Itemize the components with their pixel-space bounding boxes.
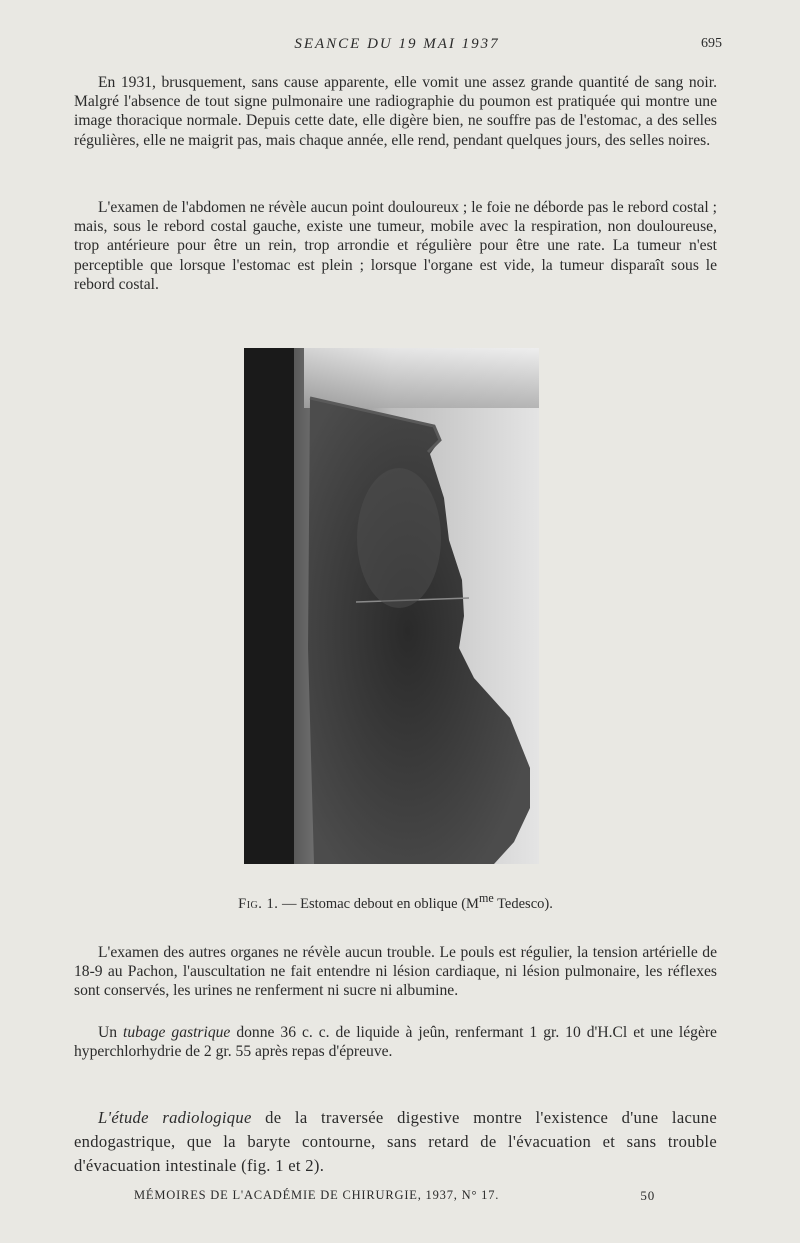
running-title: SEANCE DU 19 MAI 1937 [294,36,500,52]
etude-term: L'étude radiologique [98,1108,252,1127]
paragraph-4-start: Un [98,1024,124,1041]
paragraph-5-end: de la traversée digestive montre l'existence d'une lacune endogastrique, que la baryte contourne, sans retard de l'évacuation et sans trouble d'évacuation intestinale (fig. 1 et 2). [74,1108,718,1175]
page-number: 695 [701,36,722,51]
paragraph-5 [74,1106,717,1178]
paragraph-1: En 1931, brusquement, sans cause apparente, elle vomit une assez grande quantité de sang noir. Malgré l'absence de tout signe pulmonaire une radiographie du poumon est pratiquée qui montre une image thoracique normale. Depuis cette date, elle digère bien, ne souffre pas de l'estomac, a des selles régulières, elle ne maigrit pas, mais chaque année, elle rend, pendant quelques jours, des selles noires. [74,74,717,149]
page-footer [74,1188,717,1208]
caption-text-end: Tedesco). [493,895,553,912]
running-head [72,36,722,60]
paragraph-2: L'examen de l'abdomen ne révèle aucun point douloureux ; le foie ne déborde pas le rebord costal ; mais, sous le rebord costal gauche, existe une tumeur, mobile avec la respiration, non douloureuse, trop antérieure pour être un rein, trop arrondie et régulière pour être une rate. La tumeur n'est perceptible que lorsque l'estomac est plein ; lorsque l'organe est vide, la tumeur disparaît sous le rebord costal. [74,199,717,293]
figure-label: Fig. 1. [238,895,279,912]
radiograph-image [244,348,539,864]
signature-mark: 50 [640,1188,655,1203]
caption-superscript: me [478,891,494,905]
paragraph-3: L'examen des autres organes ne révèle aucun trouble. Le pouls est régulier, la tension artérielle de 18-9 au Pachon, l'auscultation ne fait entendre ni lésion cardiaque, ni lésion pulmonaire, les réflexes sont conservés, les urines ne renferment ni sucre ni albumine. [74,944,717,1000]
figure-caption [74,891,717,913]
paragraph-4 [74,1023,717,1061]
paragraph-4-end: donne 36 c. c. de liquide à jeûn, renfermant 1 gr. 10 d'H.Cl et une légère hyperchlorhydrie de 2 gr. 55 après repas d'épreuve. [74,1024,717,1061]
footer-text: MÉMOIRES DE L'ACADÉMIE DE CHIRURGIE, 1937, N° 17. [134,1188,500,1202]
tubage-term: tubage gastrique [123,1024,231,1041]
radiograph-figure [244,348,539,864]
caption-text: — Estomac debout en oblique (M [278,895,479,912]
